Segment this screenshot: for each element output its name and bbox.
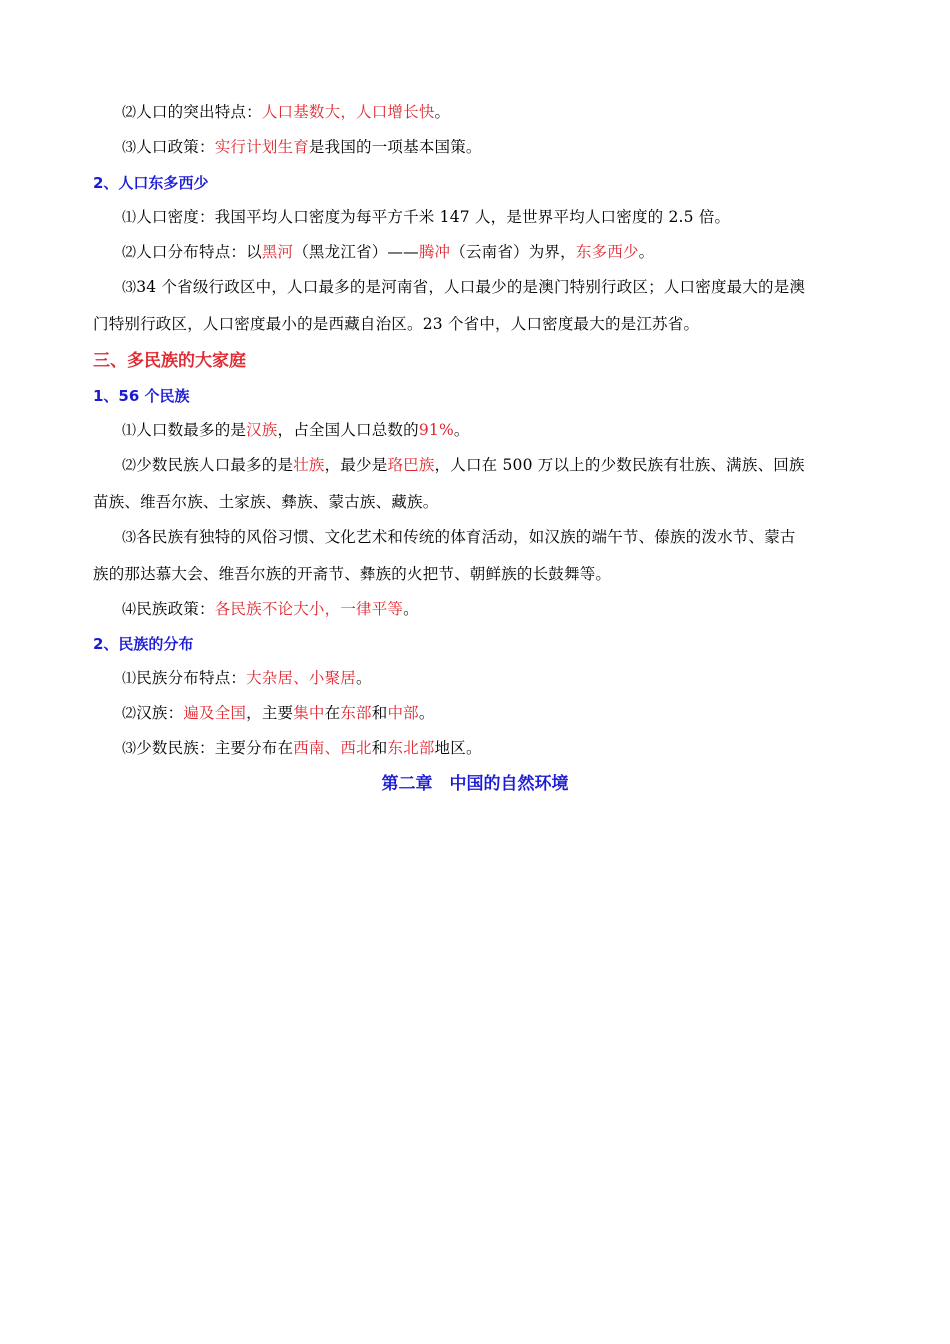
population-feature-paragraph xyxy=(122,101,862,124)
highlight-text: 各民族不论大小，一律平等 xyxy=(214,600,404,618)
highlight-text: 东部 xyxy=(340,704,372,722)
paragraph-label: 民族政策： xyxy=(136,600,215,618)
distribution-feature-paragraph xyxy=(122,667,862,690)
list-marker: ⑵ xyxy=(122,245,137,261)
paragraph-text: （黑龙江省）—— xyxy=(293,243,419,261)
paragraph-label: 人口政策： xyxy=(136,138,215,156)
list-marker: ⑶ xyxy=(122,280,137,296)
paragraph-text: 人口密度：我国平均人口密度为每平方千米 147 人，是世界平均人口密度的 2.5 倍。 xyxy=(136,208,731,226)
province-paragraph-line1 xyxy=(122,276,862,299)
paragraph-end: 。 xyxy=(638,243,655,261)
highlight-text: 中部 xyxy=(387,704,419,722)
paragraph-text: 是我国的一项基本国策。 xyxy=(308,138,482,156)
paragraph-text: ，最少是 xyxy=(324,456,388,474)
minority-paragraph-line1 xyxy=(122,454,862,477)
chapter-title: 第二章 中国的自然环境 xyxy=(381,774,569,794)
paragraph-text: 各民族有独特的风俗习惯、文化艺术和传统的体育活动，如汉族的端午节、傣族的泼水节、蒙古 xyxy=(136,528,796,546)
highlight-text: 西南、西北 xyxy=(293,739,372,757)
paragraph-text: 在 xyxy=(324,704,341,722)
highlight-text: 腾冲 xyxy=(418,243,451,261)
paragraph-label: 人口的突出特点： xyxy=(136,103,262,121)
minority-distribution-paragraph xyxy=(122,737,862,760)
province-paragraph-line2: 门特别行政区，人口密度最小的是西藏自治区。23 个省中，人口密度最大的是江苏省。 xyxy=(93,315,700,333)
customs-paragraph-line1 xyxy=(122,526,862,549)
paragraph-text: 和 xyxy=(371,739,388,757)
han-distribution-paragraph xyxy=(122,702,862,725)
list-marker: ⑶ xyxy=(122,140,137,156)
highlight-text: 遍及全国 xyxy=(183,704,247,722)
paragraph-end: 。 xyxy=(418,704,435,722)
paragraph-end: 。 xyxy=(403,600,419,618)
customs-paragraph-line2: 族的那达慕大会、维吾尔族的开斋节、彝族的火把节、朝鲜族的长鼓舞等。 xyxy=(93,565,612,583)
paragraph-label: 少数民族：主要分布在 xyxy=(136,739,294,757)
list-marker: ⑶ xyxy=(122,741,137,757)
paragraph-text: 和 xyxy=(371,704,388,722)
highlight-text: 集中 xyxy=(293,704,325,722)
list-marker: ⑴ xyxy=(122,210,137,226)
paragraph-text: ，主要 xyxy=(246,704,294,722)
paragraph-text: （云南省）为界， xyxy=(450,243,576,261)
list-marker: ⑴ xyxy=(122,423,137,439)
paragraph-text: ，占全国人口总数的 xyxy=(277,421,419,439)
paragraph-label: 人口数最多的是 xyxy=(136,421,247,439)
ethnic-policy-paragraph xyxy=(122,598,862,621)
highlight-text: 珞巴族 xyxy=(387,456,435,474)
list-marker: ⑴ xyxy=(122,671,137,687)
highlight-text: 汉族 xyxy=(246,421,278,439)
subheading-ethnic-distribution: 2、民族的分布 xyxy=(93,635,194,653)
list-marker: ⑶ xyxy=(122,530,137,546)
highlight-text: 大杂居、小聚居 xyxy=(246,669,357,687)
paragraph-text: ，人口在 500 万以上的少数民族有壮族、满族、回族 xyxy=(434,456,805,474)
list-marker: ⑷ xyxy=(122,602,137,618)
highlight-text: 东北部 xyxy=(387,739,435,757)
density-paragraph xyxy=(122,206,862,229)
paragraph-end: 地区。 xyxy=(434,739,482,757)
paragraph-label: 少数民族人口最多的是 xyxy=(136,456,294,474)
paragraph-label: 人口分布特点：以 xyxy=(136,243,262,261)
subheading-east-west: 2、人口东多西少 xyxy=(93,174,209,192)
highlight-text: 壮族 xyxy=(293,456,325,474)
list-marker: ⑵ xyxy=(122,706,137,722)
highlight-text: 黑河 xyxy=(261,243,294,261)
paragraph-label: 民族分布特点： xyxy=(136,669,247,687)
minority-paragraph-line2: 苗族、维吾尔族、土家族、彝族、蒙古族、藏族。 xyxy=(93,493,439,511)
paragraph-label: 汉族： xyxy=(136,704,184,722)
han-population-paragraph xyxy=(122,419,862,442)
highlight-text: 人口基数大，人口增长快 xyxy=(261,103,435,121)
list-marker: ⑵ xyxy=(122,458,137,474)
paragraph-end: 。 xyxy=(434,103,451,121)
highlight-text: 91% xyxy=(418,421,454,439)
paragraph-text: 34 个省级行政区中，人口最多的是河南省，人口最少的是澳门特别行政区；人口密度最大的是澳 xyxy=(136,278,806,296)
paragraph-end: 。 xyxy=(356,669,372,687)
distribution-paragraph xyxy=(122,241,862,264)
paragraph-end: 。 xyxy=(453,421,470,439)
highlight-text: 实行计划生育 xyxy=(214,138,309,156)
list-marker: ⑵ xyxy=(122,105,137,121)
highlight-text: 东多西少 xyxy=(575,243,639,261)
population-policy-paragraph xyxy=(122,136,862,159)
subheading-56-ethnic-groups: 1、56 个民族 xyxy=(93,387,190,405)
section-heading-ethnic: 三、多民族的大家庭 xyxy=(93,351,246,371)
